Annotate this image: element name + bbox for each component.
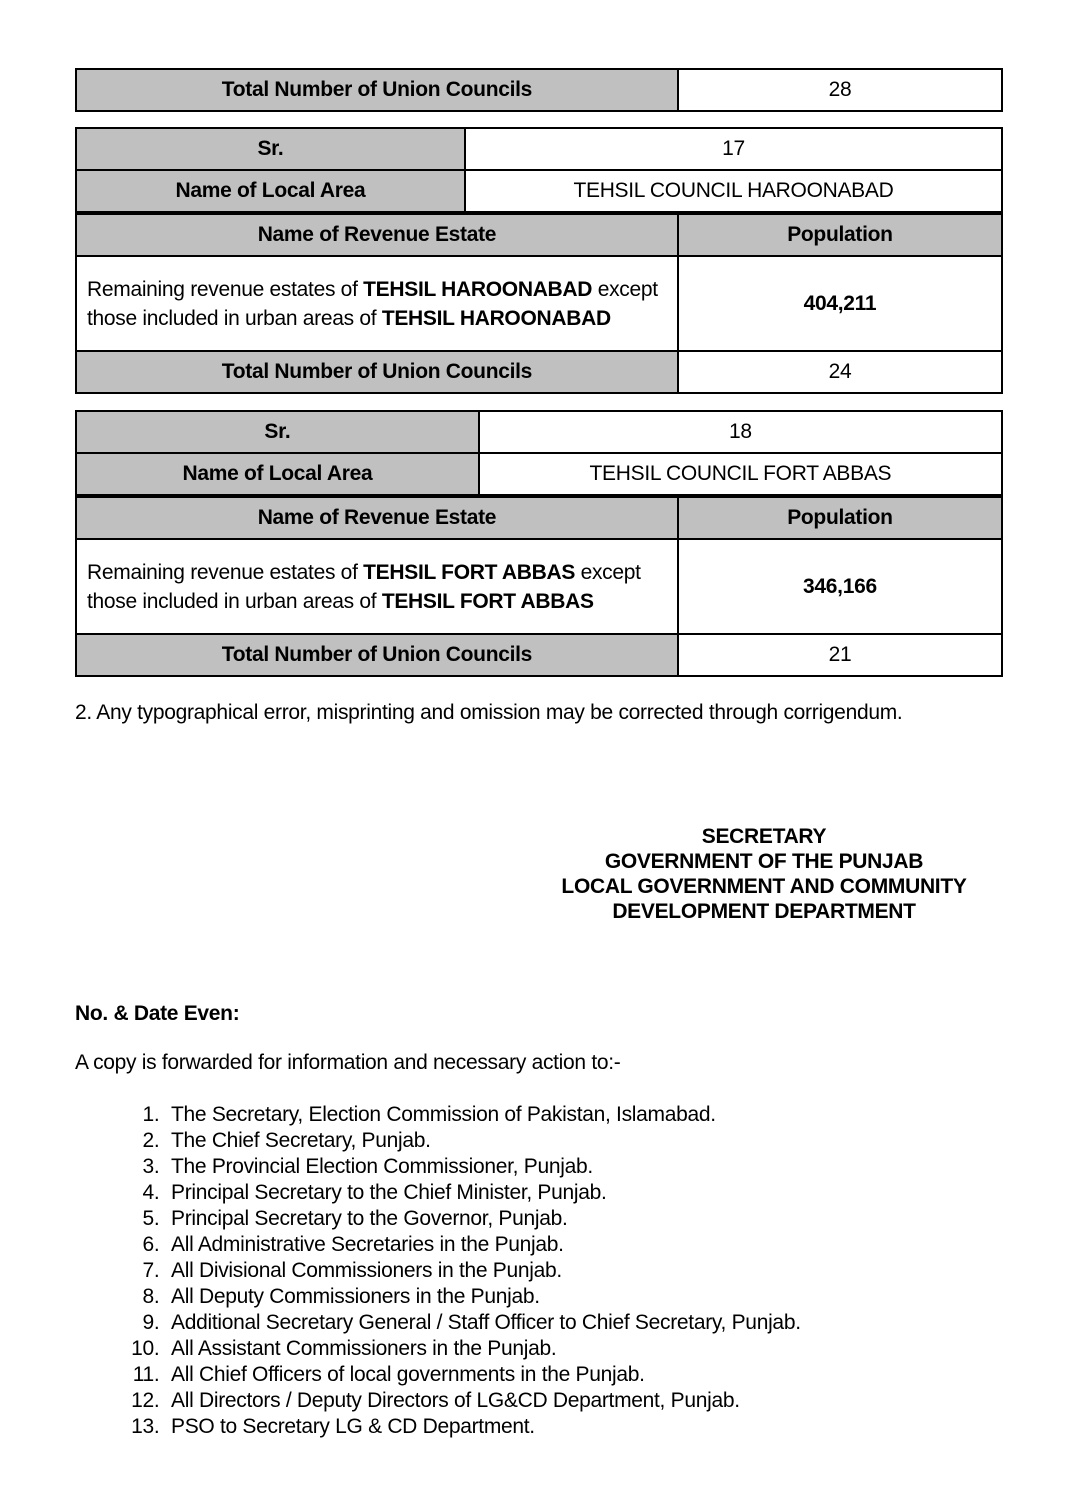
council-info-table — [75, 127, 1003, 213]
recipients-list — [75, 1102, 1003, 1440]
no-date-label: No. & Date Even: — [75, 1002, 240, 1025]
revenue-text-bold-2: TEHSIL FORT ABBAS — [381, 589, 594, 613]
signature-block — [533, 824, 995, 924]
signature-line: GOVERNMENT OF THE PUNJAB — [604, 850, 924, 873]
table-row — [76, 128, 1002, 170]
local-area-value-cell: TEHSIL COUNCIL FORT ABBAS — [479, 453, 1002, 495]
signature-line: SECRETARY — [701, 825, 827, 848]
revenue-text-bold-1: TEHSIL FORT ABBAS — [363, 560, 576, 584]
revenue-text-prefix: Remaining revenue estates of — [87, 277, 364, 301]
table-row — [76, 497, 1002, 539]
local-area-label-cell: Name of Local Area — [76, 170, 465, 212]
revenue-estate-header-cell: Name of Revenue Estate — [76, 214, 678, 256]
list-item: 6. All Administrative Secretaries in the Punjab. — [165, 1232, 1003, 1258]
table-row — [76, 453, 1002, 495]
list-item: 13. PSO to Secretary LG & CD Department. — [165, 1414, 1003, 1440]
table-row — [76, 170, 1002, 212]
revenue-text-bold-1: TEHSIL HAROONABAD — [363, 277, 593, 301]
signature-line: LOCAL GOVERNMENT AND COMMUNITY — [561, 875, 967, 898]
local-area-label-cell: Name of Local Area — [76, 453, 479, 495]
revenue-estate-table — [75, 213, 1003, 394]
list-item: 4. Principal Secretary to the Chief Minister, Punjab. — [165, 1180, 1003, 1206]
population-header-cell: Population — [678, 214, 1002, 256]
list-item: 5. Principal Secretary to the Governor, Punjab. — [165, 1206, 1003, 1232]
list-item: 8. All Deputy Commissioners in the Punjab. — [165, 1284, 1003, 1310]
list-item: 10. All Assistant Commissioners in the Punjab. — [165, 1336, 1003, 1362]
total-uc-label-cell: Total Number of Union Councils — [76, 634, 678, 676]
sr-value-cell: 18 — [479, 411, 1002, 453]
revenue-text-middle: except those included in urban areas of — [87, 560, 641, 613]
revenue-text-bold-2: TEHSIL HAROONABAD — [381, 306, 611, 330]
list-item: 1. The Secretary, Election Commission of Pakistan, Islamabad. — [165, 1102, 1003, 1128]
sr-label-cell: Sr. — [76, 411, 479, 453]
corrigendum-note: 2. Any typographical error, misprinting and omission may be corrected through corrigendum. — [75, 701, 903, 724]
summary-value-cell: 28 — [678, 69, 1002, 111]
council-section-haroonabad — [75, 127, 1003, 394]
summary-label-cell: Total Number of Union Councils — [76, 69, 678, 111]
revenue-text-prefix: Remaining revenue estates of — [87, 560, 364, 584]
list-item: 11. All Chief Officers of local governments in the Punjab. — [165, 1362, 1003, 1388]
table-row — [76, 69, 1002, 111]
revenue-text-middle: except those included in urban areas of — [87, 277, 658, 330]
council-info-table — [75, 410, 1003, 496]
table-row — [76, 351, 1002, 393]
list-item: 7. All Divisional Commissioners in the Punjab. — [165, 1258, 1003, 1284]
population-header-cell: Population — [678, 497, 1002, 539]
list-item: 2. The Chief Secretary, Punjab. — [165, 1128, 1003, 1154]
population-value-cell: 404,211 — [678, 256, 1002, 351]
union-councils-summary-table — [75, 68, 1003, 112]
sr-label-cell: Sr. — [76, 128, 465, 170]
forwarding-line: A copy is forwarded for information and necessary action to:- — [75, 1051, 621, 1074]
total-uc-value-cell: 21 — [678, 634, 1002, 676]
list-item: 9. Additional Secretary General / Staff Officer to Chief Secretary, Punjab. — [165, 1310, 1003, 1336]
table-row — [76, 411, 1002, 453]
revenue-estate-table — [75, 496, 1003, 677]
list-item: 12. All Directors / Deputy Directors of LG&CD Department, Punjab. — [165, 1388, 1003, 1414]
sr-value-cell: 17 — [465, 128, 1002, 170]
local-area-value-cell: TEHSIL COUNCIL HAROONABAD — [465, 170, 1002, 212]
revenue-description-cell — [76, 256, 678, 351]
revenue-description-cell — [76, 539, 678, 634]
signature-line: DEVELOPMENT DEPARTMENT — [612, 900, 916, 923]
total-uc-value-cell: 24 — [678, 351, 1002, 393]
population-value-cell: 346,166 — [678, 539, 1002, 634]
table-row — [76, 214, 1002, 256]
revenue-estate-header-cell: Name of Revenue Estate — [76, 497, 678, 539]
table-row — [76, 634, 1002, 676]
council-section-fort-abbas — [75, 410, 1003, 677]
total-uc-label-cell: Total Number of Union Councils — [76, 351, 678, 393]
table-row — [76, 256, 1002, 351]
table-row — [76, 539, 1002, 634]
list-item: 3. The Provincial Election Commissioner, Punjab. — [165, 1154, 1003, 1180]
